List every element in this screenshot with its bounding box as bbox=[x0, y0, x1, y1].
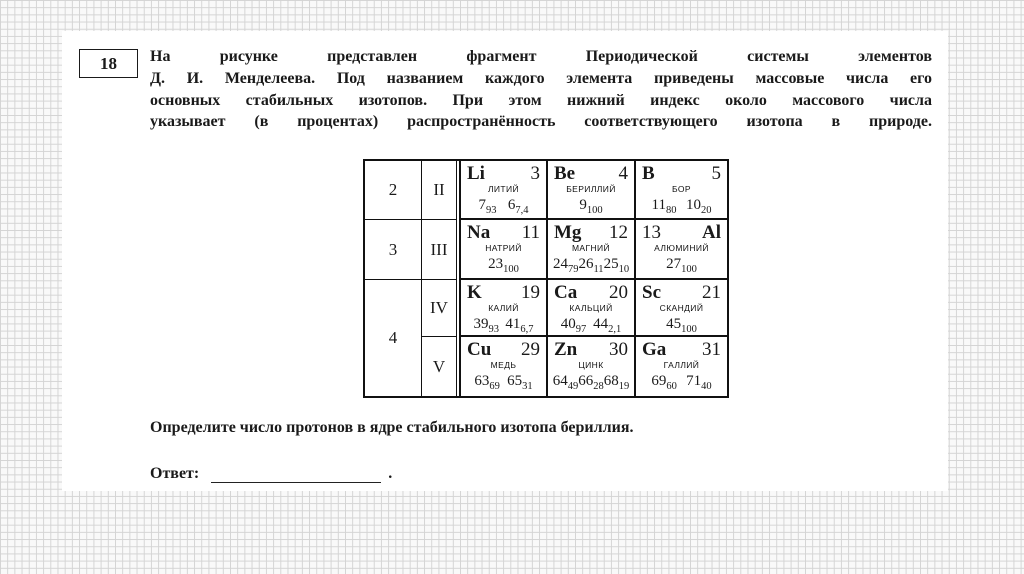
atomic-number: 4 bbox=[618, 163, 628, 184]
answer-label: Ответ: bbox=[150, 465, 200, 482]
element-name: СКАНДИЙ bbox=[659, 303, 704, 313]
atomic-number: 5 bbox=[711, 163, 721, 184]
atomic-number: 13 bbox=[642, 222, 661, 243]
element-cell-li bbox=[461, 161, 548, 220]
period-header-4: 4 bbox=[365, 280, 422, 396]
answer-suffix: . bbox=[388, 465, 393, 482]
statement-line: основных стабильных изотопов. При этом нижний индекс около массового числа bbox=[150, 91, 932, 109]
element-name: АЛЮМИНИЙ bbox=[654, 243, 709, 253]
isotope-list: $23_{100}$ bbox=[488, 256, 519, 275]
period-header-3: 3 bbox=[365, 220, 422, 280]
row-header-IV: IV bbox=[422, 280, 457, 337]
element-cell-ga bbox=[636, 337, 727, 396]
element-symbol: Cu bbox=[467, 339, 492, 360]
element-name: КАЛИЙ bbox=[488, 303, 519, 313]
element-name: БОР bbox=[672, 184, 691, 194]
row-header-II: II bbox=[422, 161, 457, 220]
period-header-2: 2 bbox=[365, 161, 422, 220]
element-symbol: Na bbox=[467, 222, 491, 243]
element-symbol: B bbox=[642, 163, 655, 184]
atomic-number: 31 bbox=[702, 339, 721, 360]
row-header-V: V bbox=[422, 337, 457, 396]
element-symbol: Li bbox=[467, 163, 485, 184]
atomic-number: 20 bbox=[609, 282, 628, 303]
isotope-list: $69_{60}$ $71_{40}$ bbox=[651, 373, 712, 392]
atomic-number: 30 bbox=[609, 339, 628, 360]
answer-row bbox=[150, 465, 392, 483]
element-cell-b bbox=[636, 161, 727, 220]
element-cell-be bbox=[548, 161, 636, 220]
element-name: ЛИТИЙ bbox=[487, 184, 520, 194]
isotope-list: $45_{100}$ bbox=[666, 316, 697, 335]
task-number: 18 bbox=[100, 53, 117, 73]
isotope-list: $9_{100}$ bbox=[579, 197, 603, 216]
isotope-list: $40_{97}$ $44_{2,1}$ bbox=[560, 316, 622, 335]
atomic-number: 12 bbox=[609, 222, 628, 243]
element-cell-sc bbox=[636, 280, 727, 337]
element-symbol: Sc bbox=[642, 282, 661, 303]
isotope-list: $64_{49}$ $66_{28}$ $68_{19}$ bbox=[552, 373, 630, 392]
element-name: ЦИНК bbox=[578, 360, 604, 370]
element-cell-al bbox=[636, 220, 727, 280]
isotope-list: $11_{80}$ $10_{20}$ bbox=[651, 197, 712, 216]
element-name: МЕДЬ bbox=[490, 360, 517, 370]
element-cell-na bbox=[461, 220, 548, 280]
isotope-list: $63_{69}$ $65_{31}$ bbox=[474, 373, 533, 392]
element-symbol: K bbox=[467, 282, 482, 303]
exam-sheet bbox=[62, 31, 948, 491]
element-name: МАГНИЙ bbox=[571, 243, 611, 253]
isotope-list: $7_{93}$ $6_{7,4}$ bbox=[478, 197, 529, 216]
element-cell-mg bbox=[548, 220, 636, 280]
element-name: НАТРИЙ bbox=[485, 243, 522, 253]
period-row-headers bbox=[365, 161, 457, 396]
task-prompt: Определите число протонов в ядре стабильного изотопа бериллия. bbox=[150, 419, 634, 436]
element-cell-k bbox=[461, 280, 548, 337]
atomic-number: 3 bbox=[530, 163, 540, 184]
element-cells bbox=[459, 161, 727, 396]
element-symbol: Al bbox=[702, 222, 721, 243]
atomic-number: 11 bbox=[521, 222, 540, 243]
element-cell-ca bbox=[548, 280, 636, 337]
element-cell-zn bbox=[548, 337, 636, 396]
element-symbol: Ca bbox=[554, 282, 578, 303]
answer-blank bbox=[211, 466, 381, 483]
element-name: КАЛЬЦИЙ bbox=[569, 303, 613, 313]
atomic-number: 19 bbox=[521, 282, 540, 303]
isotope-list: $24_{79}$ $26_{11}$ $25_{10}$ bbox=[552, 256, 630, 275]
task-statement bbox=[150, 46, 932, 133]
isotope-list: $39_{93}$ $41_{6,7}$ bbox=[473, 316, 534, 335]
atomic-number: 21 bbox=[702, 282, 721, 303]
statement-line: Д. И. Менделеева. Под названием каждого элемента приведены массовые числа его bbox=[150, 69, 932, 87]
statement-line: указывает (в процентах) распространённость соответствующего изотопа в природе. bbox=[150, 113, 932, 131]
element-cell-cu bbox=[461, 337, 548, 396]
row-header-III: III bbox=[422, 220, 457, 280]
element-symbol: Mg bbox=[554, 222, 582, 243]
statement-line: На рисунке представлен фрагмент Периодической системы элементов bbox=[150, 48, 932, 65]
element-symbol: Zn bbox=[554, 339, 578, 360]
atomic-number: 29 bbox=[521, 339, 540, 360]
element-symbol: Ga bbox=[642, 339, 667, 360]
periodic-table-fragment bbox=[363, 159, 729, 398]
isotope-list: $27_{100}$ bbox=[666, 256, 697, 275]
element-name: ГАЛЛИЙ bbox=[663, 360, 700, 370]
element-name: БЕРИЛЛИЙ bbox=[566, 184, 616, 194]
element-symbol: Be bbox=[554, 163, 576, 184]
task-number-badge bbox=[79, 49, 138, 78]
